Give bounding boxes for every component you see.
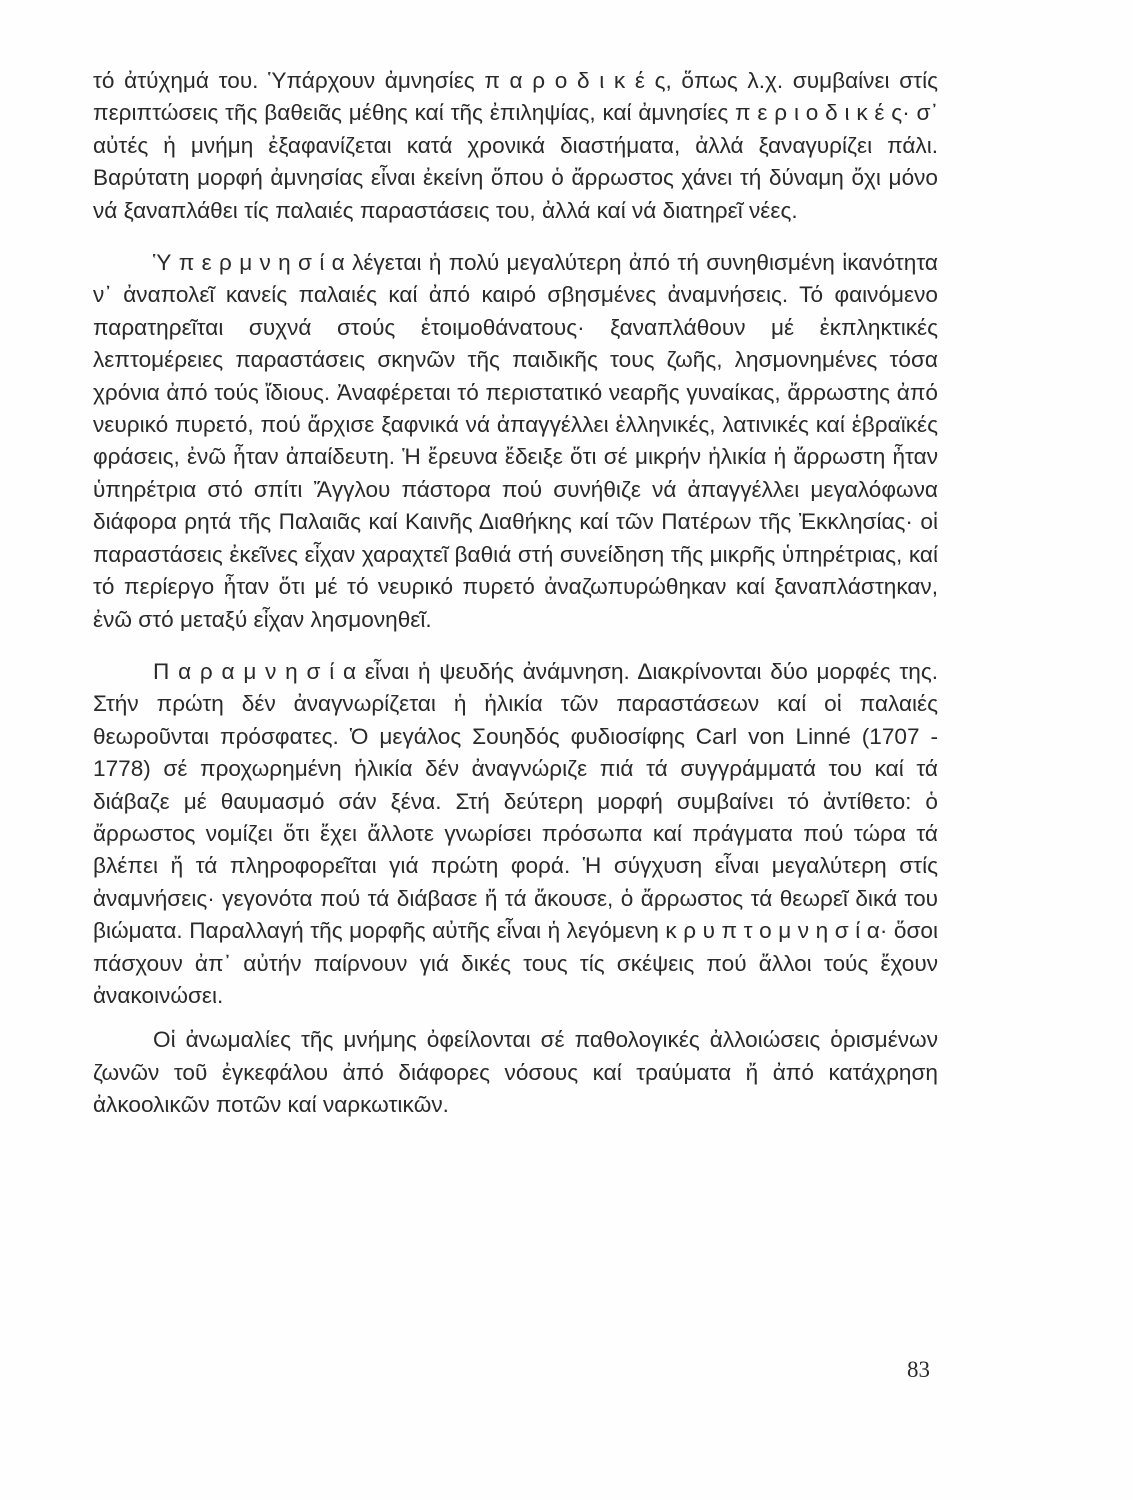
body-text [93, 65, 938, 1122]
page-number: 83 [907, 1357, 930, 1382]
paragraph-4: Οἱ ἀνωμαλίες τῆς μνήμης ὀφείλονται σέ παθολογικές ἀλλοιώσεις ὁρισμένων ζωνῶν τοῦ ἐγκεφάλου ἀπό διάφορες νόσους καί τραύματα ἤ ἀπό κατάχρηση ἀλκοολικῶν ποτῶν καί ναρκωτικῶν. [93, 1027, 938, 1118]
paragraph-2: Ὑ π ε ρ μ ν η σ ί α λέγεται ἡ πολύ μεγαλύτερη ἀπό τή συνηθισμένη ἱκανότητα ν᾿ ἀναπολεῖ κανείς παλαιές καί ἀπό καιρό σβησμένες ἀναμνήσεις. Τό φαινόμενο παρατηρεῖται συχνά στούς ἑτοιμοθάνατους· ξαναπλάθουν μέ ἐκπληκτικές λεπτομέρειες παραστάσεις σκηνῶν τῆς παιδικῆς τους ζωῆς, λησμονημένες τόσα χρόνια ἀπό τούς ἴδιους. Ἀναφέρεται τό περιστατικό νεαρῆς γυναίκας, ἄρρωστης ἀπό νευρικό πυρετό, πού ἄρχισε ξαφνικά νά ἀπαγγέλλει ἑλληνικές, λατινικές καί ἑβραϊκές φράσεις, ἐνῶ ἦταν ἀπαίδευτη. Ἡ ἔρευνα ἔδειξε ὅτι σέ μικρήν ἡλικία ἡ ἄρρωστη ἦταν ὑπηρέτρια στό σπίτι Ἄγγλου πάστορα πού συνήθιζε νά ἀπαγγέλλει μεγαλόφωνα διάφορα ρητά τῆς Παλαιᾶς καί Καινῆς Διαθήκης καί τῶν Πατέρων τῆς Ἐκκλησίας· οἱ παραστάσεις ἐκεῖνες εἶχαν χαραχτεῖ βαθιά στή συνείδηση τῆς μικρῆς ὑπηρέτριας, καί τό περίεργο ἦταν ὅτι μέ τό νευρικό πυρετό ἀναζωπυρώθηκαν καί ξαναπλάστηκαν, ἐνῶ στό μεταξύ εἶχαν λησμονηθεῖ. [93, 250, 938, 632]
paragraph-1: τό ἀτύχημά του. Ὑπάρχουν ἀμνησίες π α ρ ο δ ι κ έ ς, ὅπως λ.χ. συμβαίνει στίς περιπτώσεις τῆς βαθειᾶς μέθης καί τῆς ἐπιληψίας, καί ἀμνησίες π ε ρ ι ο δ ι κ έ ς· σ᾿ αὐτές ἡ μνήμη ἐξαφανίζεται κατά χρονικά διαστήματα, ἀλλά ξαναγυρίζει πάλι. Βαρύτατη μορφή ἀμνησίας εἶναι ἐκείνη ὅπου ὁ ἄρρωστος χάνει τή δύναμη ὄχι μόνο νά ξαναπλάθει τίς παλαιές παραστάσεις του, ἀλλά καί νά διατηρεῖ νέες. [93, 68, 938, 223]
paragraph-3: Π α ρ α μ ν η σ ί α εἶναι ἡ ψευδής ἀνάμνηση. Διακρίνονται δύο μορφές της. Στήν πρώτη δέν ἀναγνωρίζεται ἡ ἡλικία τῶν παραστάσεων καί οἱ παλαιές θεωροῦνται πρόσφατες. Ὁ μεγάλος Σουηδός φυδιοσίφης Carl von Linné (1707 - 1778) σέ προχωρημένη ἡλικία δέν ἀναγνώριζε πιά τά συγγράμματά του καί τά διάβαζε μέ θαυμασμό σάν ξένα. Στή δεύτερη μορφή συμβαίνει τό ἀντίθετο: ὁ ἄρρωστος νομίζει ὅτι ἔχει ἄλλοτε γνωρίσει πρόσωπα καί πράγματα πού τώρα τά βλέπει ἤ τά πληροφορεῖται γιά πρώτη φορά. Ἡ σύγχυση εἶναι μεγαλύτερη στίς ἀναμνήσεις· γεγονότα πού τά διάβασε ἤ τά ἄκουσε, ὁ ἄρρωστος τά θεωρεῖ δικά του βιώματα. Παραλλαγή τῆς μορφῆς αὐτῆς εἶναι ἡ λεγόμενη κ ρ υ π τ ο μ ν η σ ί α· ὅσοι πάσχουν ἀπ᾿ αὐτήν παίρνουν γιά δικές τους τίς σκέψεις πού ἄλλοι τούς ἔχουν ἀνακοινώσει. [93, 658, 938, 1008]
